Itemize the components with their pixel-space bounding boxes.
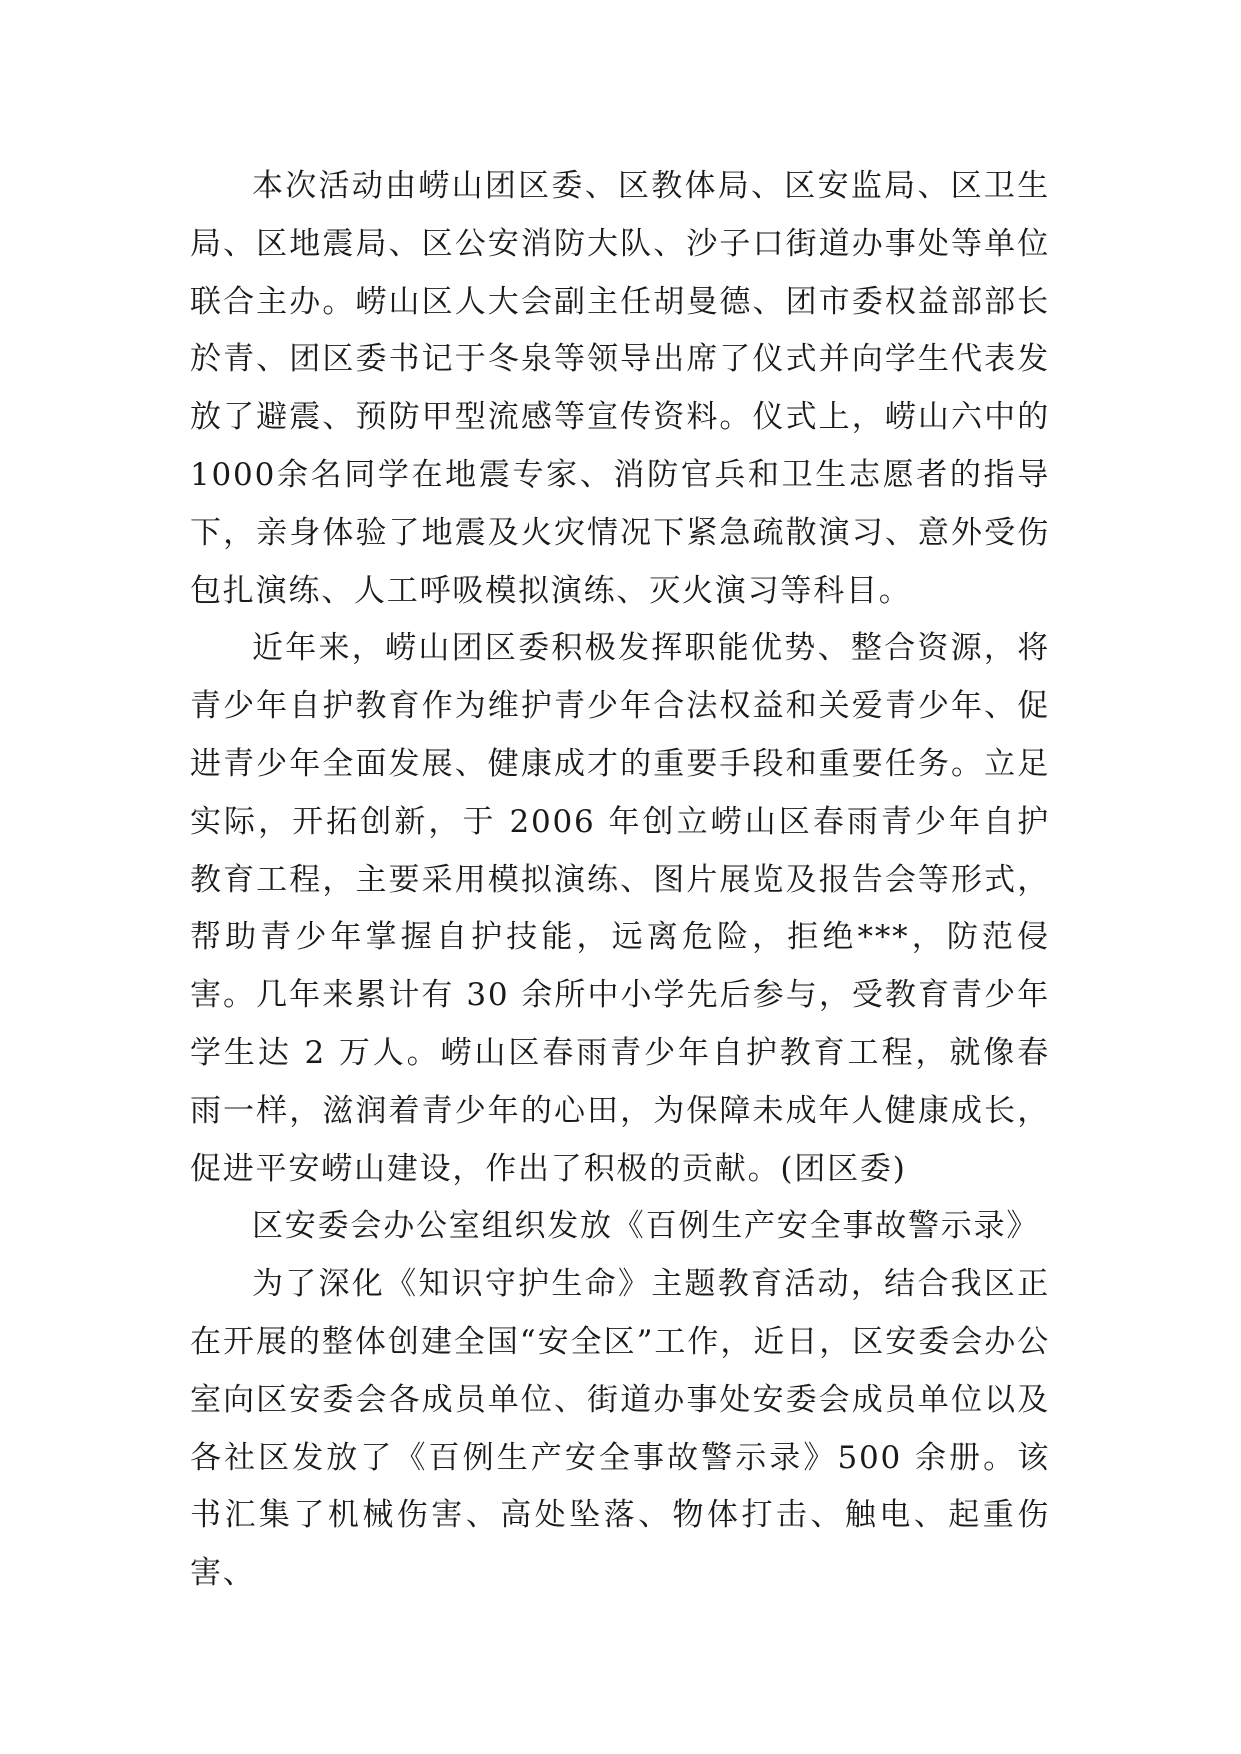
paragraph-self-protection-program: 近年来，崂山团区委积极发挥职能优势、整合资源，将青少年自护教育作为维护青少年合法权益和关爱青少年、促进青少年全面发展、健康成才的重要手段和重要任务。立足实际，开拓创新，于 2006 年创立崂山区春雨青少年自护教育工程，主要采用模拟演练、图片展览及报告会等形式，帮助青少年掌握自护技能，远离危险，拒绝***，防范侵害。几年来累计有 30 余所中小学先后参与，受教育青少年学生达 2 万人。崂山区春雨青少年自护教育工程，就像春雨一样，滋润着青少年的心田，为保障未成年人健康成长，促进平安崂山建设，作出了积极的贡献。(团区委) — [190, 630, 1050, 1187]
document-body — [190, 158, 1050, 1603]
section-heading: 区安委会办公室组织发放《百例生产安全事故警示录》 — [252, 1208, 1040, 1245]
paragraph-event-organizers: 本次活动由崂山团区委、区教体局、区安监局、区卫生局、区地震局、区公安消防大队、沙子口街道办事处等单位联合主办。崂山区人大会副主任胡曼德、团市委权益部部长於青、团区委书记于冬泉等领导出席了仪式并向学生代表发放了避震、预防甲型流感等宣传资料。仪式上，崂山六中的1000余名同学在地震专家、消防官兵和卫生志愿者的指导下，亲身体验了地震及火灾情况下紧急疏散演习、意外受伤包扎演练、人工呼吸模拟演练、灭火演习等科目。 — [190, 168, 1050, 609]
paragraph-safety-handbook: 为了深化《知识守护生命》主题教育活动，结合我区正在开展的整体创建全国“安全区”工作，近日，区安委会办公室向区安委会各成员单位、街道办事处安委会成员单位以及各社区发放了《百例生产安全事故警示录》500 余册。该书汇集了机械伤害、高处坠落、物体打击、触电、起重伤害、 — [190, 1266, 1050, 1592]
